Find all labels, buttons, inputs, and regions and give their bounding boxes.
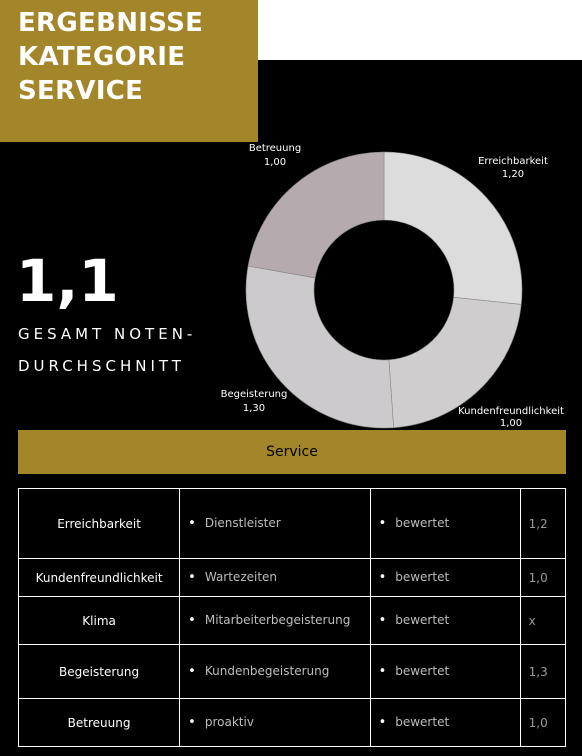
row-category: Begeisterung bbox=[19, 645, 180, 699]
row-criterion bbox=[180, 699, 370, 747]
slice-value-label: 1,00 bbox=[499, 418, 523, 429]
row-status-text: • bewertet bbox=[379, 613, 450, 627]
row-category: Betreuung bbox=[19, 699, 180, 747]
row-status bbox=[370, 645, 520, 699]
donut-slice bbox=[248, 152, 384, 278]
page-title-line-2: KATEGORIE bbox=[18, 42, 186, 72]
category-banner: Service bbox=[18, 430, 566, 474]
table-row bbox=[19, 645, 566, 699]
row-criterion-text: • Kundenbegeisterung bbox=[188, 664, 329, 678]
row-criterion bbox=[180, 559, 370, 597]
row-criterion-text: • Wartezeiten bbox=[188, 570, 277, 584]
slice-label: Erreichbarkeit bbox=[478, 156, 548, 167]
row-status bbox=[370, 559, 520, 597]
row-category: Erreichbarkeit bbox=[19, 489, 180, 559]
row-criterion bbox=[180, 645, 370, 699]
row-criterion-text: • Mitarbeiterbegeisterung bbox=[188, 613, 350, 627]
slice-value-label: 1,30 bbox=[242, 403, 266, 414]
row-score: 1,0 bbox=[520, 559, 565, 597]
table-row bbox=[19, 489, 566, 559]
overall-average-caption-line-1: GESAMT NOTEN- bbox=[18, 325, 197, 343]
row-status-text: • bewertet bbox=[379, 715, 450, 729]
slice-value-label: 1,20 bbox=[501, 169, 525, 180]
row-status bbox=[370, 699, 520, 747]
page-title-line-3: SERVICE bbox=[18, 76, 144, 106]
slice-label: Begeisterung bbox=[220, 389, 288, 400]
row-status bbox=[370, 597, 520, 645]
row-status bbox=[370, 489, 520, 559]
row-category: Klima bbox=[19, 597, 180, 645]
results-table bbox=[18, 488, 566, 747]
row-category: Kundenfreundlichkeit bbox=[19, 559, 180, 597]
slice-value-label: 1,00 bbox=[263, 157, 287, 168]
table-row bbox=[19, 597, 566, 645]
row-score: 1,2 bbox=[520, 489, 565, 559]
donut-slice bbox=[246, 266, 394, 428]
row-criterion-text: • Dienstleister bbox=[188, 516, 281, 530]
overall-average-caption-line-2: DURCHSCHNITT bbox=[18, 357, 185, 375]
overall-average-value: 1,1 bbox=[16, 247, 119, 315]
row-score: x bbox=[520, 597, 565, 645]
row-criterion bbox=[180, 489, 370, 559]
row-score: 1,0 bbox=[520, 699, 565, 747]
row-score: 1,3 bbox=[520, 645, 565, 699]
row-status-text: • bewertet bbox=[379, 664, 450, 678]
slice-label: Kundenfreundlichkeit bbox=[458, 406, 564, 417]
row-status-text: • bewertet bbox=[379, 570, 450, 584]
page-title-line-1: ERGEBNISSE bbox=[18, 8, 204, 38]
row-criterion-text: • proaktiv bbox=[188, 715, 254, 729]
row-status-text: • bewertet bbox=[379, 516, 450, 530]
slice-label: Betreuung bbox=[248, 143, 302, 154]
table-row bbox=[19, 699, 566, 747]
row-criterion bbox=[180, 597, 370, 645]
table-row bbox=[19, 559, 566, 597]
